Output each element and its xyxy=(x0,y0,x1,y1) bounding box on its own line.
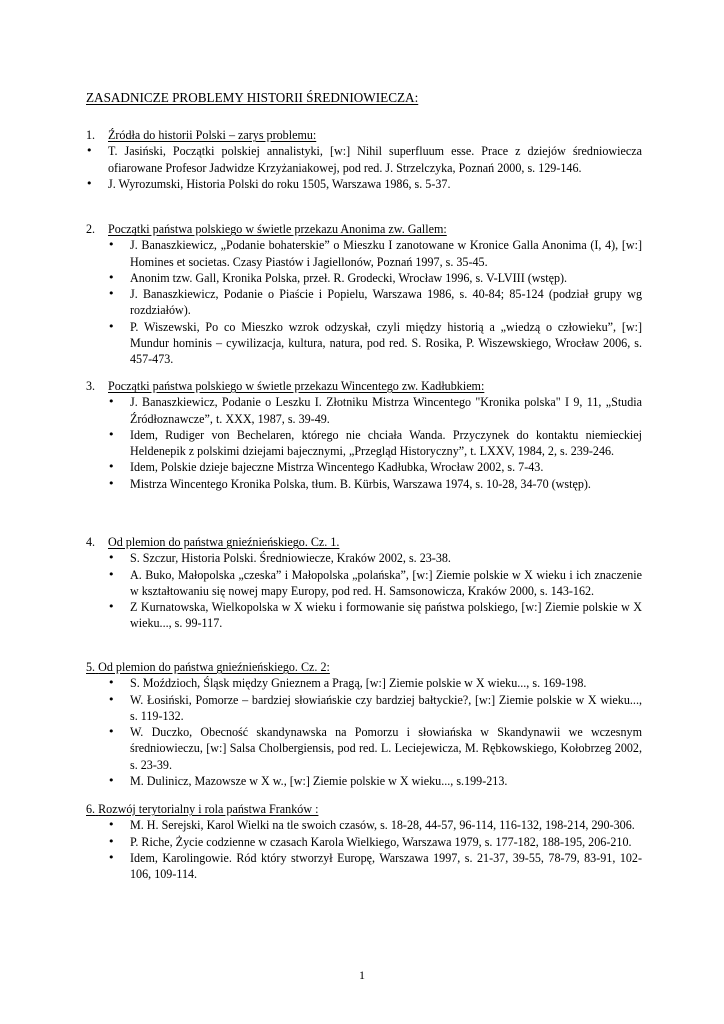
section-2 xyxy=(86,221,642,368)
bibliography-list xyxy=(86,394,642,492)
bibliography-entry: • Anonim tzw. Gall, Kronika Polska, przeł. R. Grodecki, Wrocław 1996, s. V-LVIII (wstęp). xyxy=(86,270,642,286)
bibliography-entry: • J. Wyrozumski, Historia Polski do roku 1505, Warszawa 1986, s. 5-37. xyxy=(86,176,642,192)
bibliography-entry: • W. Łosiński, Pomorze – bardziej słowiańskie czy bardziej bałtyckie?, [w:] Ziemie polskie w X wieku..., s. 119-132. xyxy=(86,692,642,725)
section-heading xyxy=(86,534,642,550)
section-heading xyxy=(86,659,642,675)
bibliography-entry: • Idem, Polskie dzieje bajeczne Mistrza Wincentego Kadłubka, Wrocław 2002, s. 7-43. xyxy=(86,459,642,475)
section-heading xyxy=(86,378,642,394)
bibliography-entry: • S. Moździoch, Śląsk między Gnieznem a Pragą, [w:] Ziemie polskie w X wieku..., s. 169-198. xyxy=(86,675,642,691)
bibliography-entry: • P. Wiszewski, Po co Mieszko wzrok odzyskał, czyli między historią a „wiedzą o człowieku”, [w:] Mundur hominis – cywilizacja, kultura, natura, pod red. S. Rosika, P. Wiszewskiego, Wrocław 2006, s. 457-473. xyxy=(86,319,642,368)
section-title: Początki państwa polskiego w świetle przekazu Anonima zw. Gallem: xyxy=(108,222,447,236)
section-1 xyxy=(86,127,642,192)
section-heading xyxy=(86,127,642,143)
bibliography-list xyxy=(86,550,642,631)
section-heading xyxy=(86,221,642,237)
section-number: 1. xyxy=(86,128,96,142)
bibliography-entry: • T. Jasiński, Początki polskiej annalistyki, [w:] Nihil superfluum esse. Prace z dziejów średniowiecza ofiarowane Profesor Jadwidze Krzyżaniakowej, pod red. J. Strzelczyka, Poznań 2000, s. 129-146. xyxy=(86,143,642,176)
section-5 xyxy=(86,659,642,789)
section-6 xyxy=(86,801,642,882)
bibliography-list xyxy=(86,143,642,192)
section-number: 5. xyxy=(86,660,96,674)
bibliography-entry: • Mistrza Wincentego Kronika Polska, tłum. B. Kürbis, Warszawa 1974, s. 10-28, 34-70 (wstęp). xyxy=(86,476,642,492)
bibliography-list xyxy=(86,237,642,367)
page-number: 1 xyxy=(359,968,365,982)
bibliography-entry: • A. Buko, Małopolska „czeska” i Małopolska „polańska”, [w:] Ziemie polskie w X wieku i ich znaczenie w kształtowaniu się nowej mapy Europy, pod red. H. Samsonowicza, Kraków 2000, s. 143-162. xyxy=(86,567,642,600)
bibliography-entry: • Z Kurnatowska, Wielkopolska w X wieku i formowanie się państwa polskiego, [w:] Ziemie polskie w X wieku..., s. 99-117. xyxy=(86,599,642,632)
bibliography-list xyxy=(86,675,642,789)
bibliography-list xyxy=(86,817,642,882)
document-title: ZASADNICZE PROBLEMY HISTORII ŚREDNIOWIECZA: xyxy=(86,90,419,105)
section-title: Początki państwa polskiego w świetle przekazu Wincentego zw. Kadłubkiem: xyxy=(108,379,485,393)
bibliography-entry: • M. H. Serejski, Karol Wielki na tle swoich czasów, s. 18-28, 44-57, 96-114, 116-132, 198-214, 290-306. xyxy=(86,817,642,833)
bibliography-entry: • J. Banaszkiewicz, „Podanie bohaterskie” o Mieszku I zanotowane w Kronice Galla Anonima (I, 4), [w:] Homines et societas. Czasy Piastów i Jagiellonów, Poznań 1997, s. 35-45. xyxy=(86,237,642,270)
bibliography-entry: • Idem, Karolingowie. Ród który stworzył Europę, Warszawa 1997, s. 21-37, 39-55, 78-79, 83-91, 102-106, 109-114. xyxy=(86,850,642,883)
section-4 xyxy=(86,534,642,632)
bibliography-entry: • S. Szczur, Historia Polski. Średniowiecze, Kraków 2002, s. 23-38. xyxy=(86,550,642,566)
bibliography-entry: • W. Duczko, Obecność skandynawska na Pomorzu i słowiańska w Skandynawii we wczesnym średniowieczu, [w:] Salsa Cholbergiensis, pod red. L. Leciejewicza, M. Rębkowskiego, Kołobrzeg 2002, s. 23-39. xyxy=(86,724,642,773)
section-number: 3. xyxy=(86,379,96,393)
bibliography-entry: • Idem, Rudiger von Bechelaren, którego nie chciała Wanda. Przyczynek do kontaktu niemieckiej Heldenepik z polskimi dziejami bajecznymi, „Przegląd Historyczny”, t. LXXV, 1984, 2, s. 239-246. xyxy=(86,427,642,460)
section-heading xyxy=(86,801,642,817)
section-3 xyxy=(86,378,642,492)
section-number: 4. xyxy=(86,535,96,549)
section-number: 6. xyxy=(86,802,96,816)
bibliography-entry: • P. Riche, Życie codzienne w czasach Karola Wielkiego, Warszawa 1979, s. 177-182, 188-195, 206-210. xyxy=(86,834,642,850)
bibliography-entry: • J. Banaszkiewicz, Podanie o Leszku I. Złotniku Mistrza Wincentego "Kronika polska" I 9, 11, „Studia Źródłoznawcze”, t. XXX, 1987, s. 39-49. xyxy=(86,394,642,427)
section-title: Źródła do historii Polski – zarys problemu: xyxy=(108,128,317,142)
section-number: 2. xyxy=(86,222,96,236)
section-title: Od plemion do państwa gnieźnieńskiego. Cz. 2: xyxy=(98,660,330,674)
bibliography-entry: • J. Banaszkiewicz, Podanie o Piaście i Popielu, Warszawa 1986, s. 40-84; 85-124 (podział grupy wg rozdziałów). xyxy=(86,286,642,319)
section-title: Rozwój terytorialny i rola państwa Franków : xyxy=(98,802,319,816)
bibliography-entry: • M. Dulinicz, Mazowsze w X w., [w:] Ziemie polskie w X wieku..., s.199-213. xyxy=(86,773,642,789)
section-title: Od plemion do państwa gnieźnieńskiego. Cz. 1. xyxy=(108,535,340,549)
